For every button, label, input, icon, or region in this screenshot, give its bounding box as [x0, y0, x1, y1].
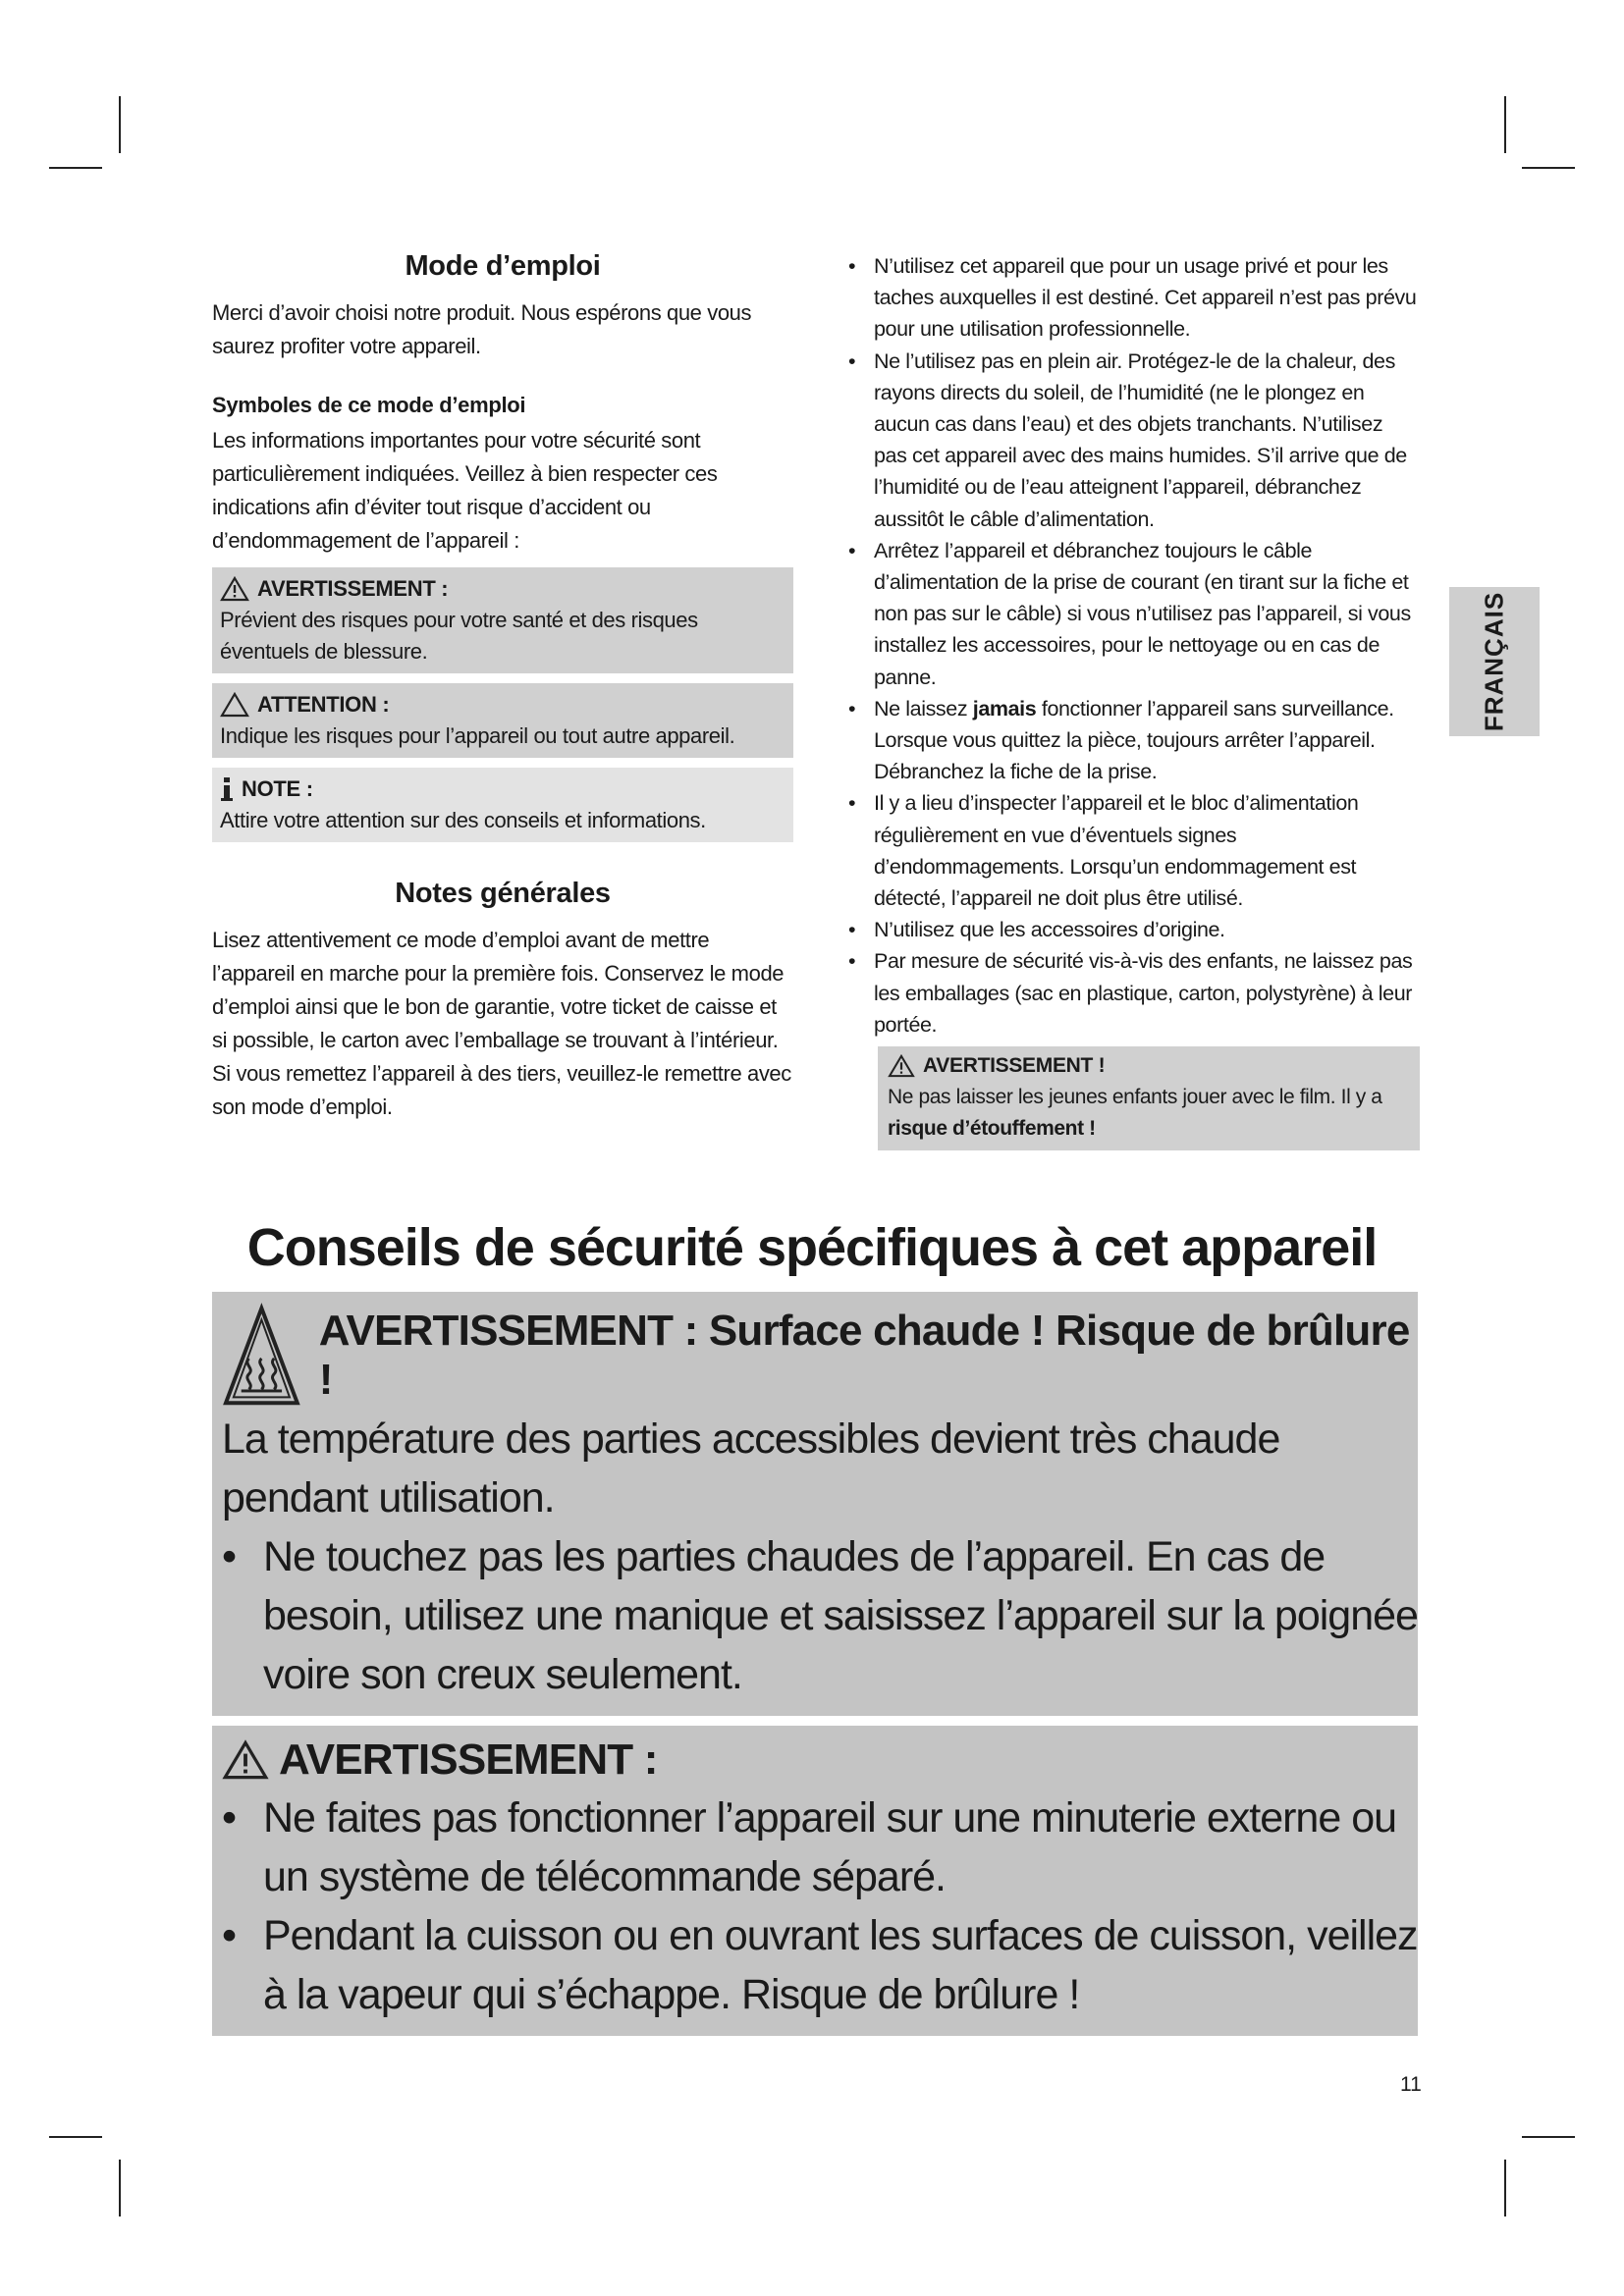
- safety-title: Conseils de sécurité spécifiques à cet appareil: [246, 1218, 1378, 1277]
- symbols-heading: Symboles de ce mode d’emploi: [212, 393, 526, 417]
- info-icon: [220, 776, 234, 802]
- list-item: • Ne faites pas fonctionner l’appareil sur une minuterie externe ou un système de télécommande séparé.: [222, 1794, 1397, 1900]
- right-column: [833, 250, 1418, 1150]
- note-box: [212, 768, 793, 842]
- hot-surface-box: [212, 1292, 1418, 1716]
- attention-text: Indique les risques pour l’appareil ou tout autre appareil.: [220, 723, 735, 748]
- note-box-head: [220, 774, 785, 805]
- warning-triangle-icon: [222, 1739, 269, 1781]
- crop-mark: [1522, 2136, 1575, 2138]
- warning-box: [212, 567, 793, 673]
- attention-box: [212, 683, 793, 758]
- note-text: Attire votre attention sur des conseils et informations.: [220, 808, 706, 832]
- page-number: 11: [1400, 2073, 1422, 2096]
- safety-bullet-list: [833, 250, 1418, 1041]
- warning-label: AVERTISSEMENT :: [257, 576, 449, 601]
- note-label: NOTE :: [242, 776, 313, 801]
- list-item: • Ne l’utilisez pas en plein air. Protégez-le de la chaleur, des rayons directs du soleil, de l’humidité (ne le plongez en aucun cas dans l’eau) et des objets tranchants. N’utilisez pas cet appareil avec des mains humides. S’il arrive que de l’humidité ou de l’eau atteignent l’appareil, débranchez aussitôt le câble d’alimentation.: [848, 348, 1407, 531]
- list-item: • Pendant la cuisson ou en ouvrant les surfaces de cuisson, veillez à la vapeur qui s’échappe. Risque de brûlure !: [222, 1912, 1418, 2018]
- list-item: • Ne laissez jamais fonctionner l’appareil sans surveillance. Lorsque vous quittez la pièce, toujours arrêter l’appareil. Débranchez la fiche de la prise.: [848, 696, 1394, 784]
- crop-mark: [49, 2136, 102, 2138]
- notes-text: Lisez attentivement ce mode d’emploi avant de mettre l’appareil en marche pour la première fois. Conservez le mode d’emploi ainsi que le bon de garantie, votre ticket de caisse et si possible, le carton avec l’emballage se trouvant à l’intérieur. Si vous remettez l’appareil à des tiers, veuillez-le remettre avec son mode d’emploi.: [212, 928, 791, 1119]
- language-tab-label: FRANÇAIS: [1479, 591, 1509, 732]
- warning-text: Prévient des risques pour votre santé et des risques éventuels de blessure.: [220, 608, 698, 664]
- hot-surface-text: La température des parties accessibles devient très chaude pendant utilisation.: [222, 1415, 1280, 1522]
- hot-surface-icon: [222, 1302, 301, 1410]
- crop-mark: [1504, 2160, 1506, 2216]
- crop-mark: [119, 2160, 121, 2216]
- list-item: • Par mesure de sécurité vis-à-vis des enfants, ne laissez pas les emballages (sac en plastique, carton, polystyrène) à leur portée.: [848, 949, 1413, 1037]
- language-tab: [1449, 587, 1540, 736]
- intro-text: Merci d’avoir choisi notre produit. Nous espérons que vous saurez profiter votre appareil.: [212, 300, 752, 358]
- hot-surface-heading: AVERTISSEMENT : Surface chaude ! Risque de brûlure !: [318, 1307, 1410, 1404]
- crop-mark: [1522, 167, 1575, 169]
- warning-triangle-icon: [888, 1054, 915, 1078]
- list-item: • Ne touchez pas les parties chaudes de l’appareil. En cas de besoin, utilisez une manique et saisissez l’appareil sur la poignée voire son creux seulement.: [222, 1533, 1418, 1698]
- film-warning-text: Ne pas laisser les jeunes enfants jouer avec le film. Il y a: [888, 1086, 1382, 1109]
- symbols-text: Les informations importantes pour votre sécurité sont particulièrement indiquées. Veillez à bien respecter ces indications afin d’éviter tout risque d’accident ou d’endommagement de l’appareil :: [212, 428, 718, 553]
- crop-mark: [119, 96, 121, 153]
- list-item: • Arrêtez l’appareil et débranchez toujours le câble d’alimentation de la prise de courant (en tirant sur la fiche et non pas sur le câble) si vous n’utilisez pas l’appareil, si vous installez les accessoires, pour le nettoyage ou en cas de panne.: [848, 538, 1411, 689]
- list-item: • N’utilisez cet appareil que pour un usage privé et pour les taches auxquelles il est destiné. Cet appareil n’est pas prévu pour une utilisation professionnelle.: [848, 254, 1417, 342]
- film-warning-bold: risque d’étouffement !: [888, 1117, 1096, 1141]
- list-item: • Il y a lieu d’inspecter l’appareil et le bloc d’alimentation régulièrement en vue d’éventuels signes d’endommagements. Lorsqu’un endommagement est détecté, l’appareil ne doit plus être utilisé.: [848, 791, 1359, 911]
- timer-warning-list: [212, 1789, 1418, 2024]
- film-warning-box: [878, 1046, 1420, 1150]
- film-warning-head: [888, 1050, 1412, 1082]
- hot-surface-list: [212, 1527, 1418, 1704]
- caution-triangle-icon: [220, 692, 249, 718]
- warning-box-head: [220, 573, 785, 605]
- timer-warning-box: [212, 1726, 1418, 2036]
- warning-triangle-icon: [220, 576, 249, 602]
- film-warning-label: AVERTISSEMENT !: [923, 1054, 1106, 1078]
- section-title-notes-generales: Notes générales: [395, 878, 611, 909]
- hot-surface-head: [212, 1292, 1418, 1410]
- crop-mark: [1504, 96, 1506, 153]
- crop-mark: [49, 167, 102, 169]
- attention-box-head: [220, 689, 785, 721]
- attention-label: ATTENTION :: [257, 692, 390, 717]
- section-title-mode-emploi: Mode d’emploi: [405, 250, 601, 282]
- timer-warning-heading: AVERTISSEMENT :: [279, 1735, 658, 1784]
- timer-warning-head: [212, 1726, 1418, 1789]
- list-item: • N’utilisez que les accessoires d’origine.: [848, 918, 1225, 942]
- left-column: [212, 250, 793, 1124]
